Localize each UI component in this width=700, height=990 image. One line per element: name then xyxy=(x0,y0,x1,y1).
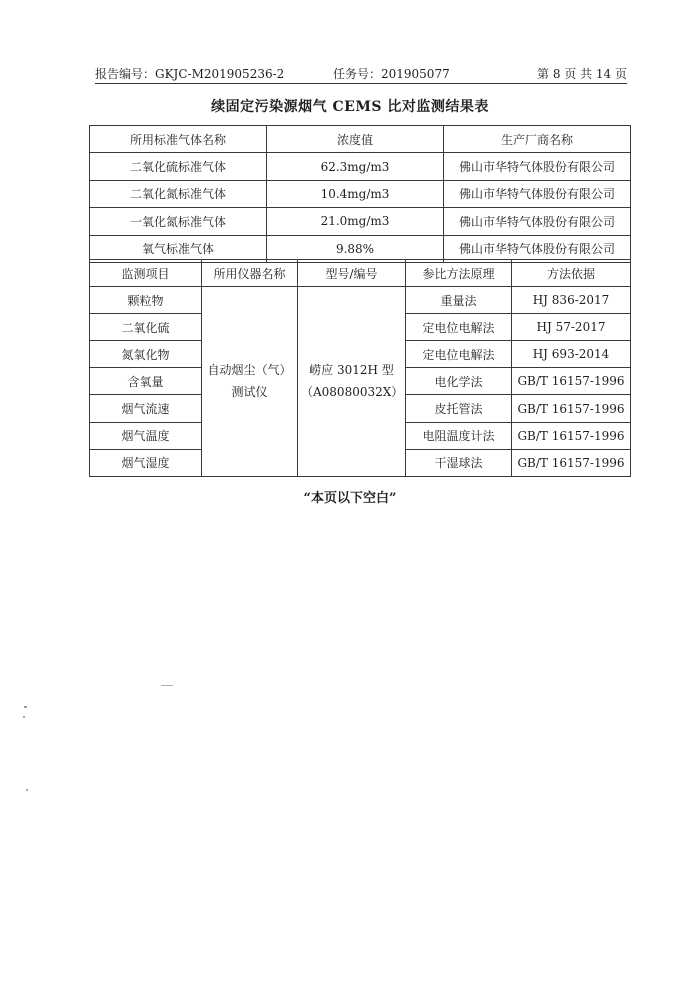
column-header: 浓度值 xyxy=(267,126,444,153)
monitoring-item-cell: 二氧化硫 xyxy=(90,314,202,341)
page-header xyxy=(95,63,627,84)
method-basis-cell: GB/T 16157-1996 xyxy=(512,395,631,422)
monitoring-item-cell: 颗粒物 xyxy=(90,287,202,314)
reference-method-cell: 电阻温度计法 xyxy=(406,422,512,449)
reference-method-cell: 重量法 xyxy=(406,287,512,314)
column-header: 监测项目 xyxy=(90,260,202,287)
monitoring-item-cell: 氮氧化物 xyxy=(90,341,202,368)
column-header: 方法依据 xyxy=(512,260,631,287)
gas-name-cell: 一氧化氮标准气体 xyxy=(90,208,267,235)
concentration-cell: 62.3mg/m3 xyxy=(267,153,444,180)
column-header: 参比方法原理 xyxy=(406,260,512,287)
column-header: 型号/编号 xyxy=(298,260,406,287)
column-header: 所用仪器名称 xyxy=(202,260,298,287)
document-title: 续固定污染源烟气 CEMS 比对监测结果表 xyxy=(211,99,489,115)
page-indicator: 第 8 页 共 14 页 xyxy=(537,67,627,81)
table-row xyxy=(90,153,631,180)
report-number: 报告编号：GKJC-M201905236-2 xyxy=(95,67,285,81)
scan-speck xyxy=(23,716,25,718)
concentration-cell: 9.88% xyxy=(267,235,444,262)
table-row xyxy=(90,208,631,235)
table-header-row xyxy=(90,260,631,287)
gas-name-cell: 二氧化氮标准气体 xyxy=(90,180,267,207)
table-row xyxy=(90,287,631,314)
column-header: 所用标准气体名称 xyxy=(90,126,267,153)
monitoring-item-cell: 含氧量 xyxy=(90,368,202,395)
gas-name-cell: 氧气标准气体 xyxy=(90,235,267,262)
monitoring-item-cell: 烟气流速 xyxy=(90,395,202,422)
concentration-cell: 10.4mg/m3 xyxy=(267,180,444,207)
task-number: 任务号：201905077 xyxy=(333,67,450,81)
method-basis-cell: HJ 693-2014 xyxy=(512,341,631,368)
table-row xyxy=(90,180,631,207)
monitoring-item-cell: 烟气湿度 xyxy=(90,449,202,476)
monitoring-item-cell: 烟气温度 xyxy=(90,422,202,449)
manufacturer-cell: 佛山市华特气体股份有限公司 xyxy=(444,180,631,207)
scan-speck xyxy=(161,685,173,686)
standard-gas-table xyxy=(89,125,631,263)
concentration-cell: 21.0mg/m3 xyxy=(267,208,444,235)
blank-below-note: “本页以下空白” xyxy=(303,491,397,506)
method-basis-cell: HJ 836-2017 xyxy=(512,287,631,314)
reference-method-cell: 干湿球法 xyxy=(406,449,512,476)
manufacturer-cell: 佛山市华特气体股份有限公司 xyxy=(444,235,631,262)
reference-method-cell: 皮托管法 xyxy=(406,395,512,422)
scan-speck xyxy=(24,706,27,708)
monitoring-method-table xyxy=(89,259,631,477)
method-basis-cell: HJ 57-2017 xyxy=(512,314,631,341)
method-basis-cell: GB/T 16157-1996 xyxy=(512,449,631,476)
manufacturer-cell: 佛山市华特气体股份有限公司 xyxy=(444,153,631,180)
reference-method-cell: 定电位电解法 xyxy=(406,314,512,341)
method-basis-cell: GB/T 16157-1996 xyxy=(512,368,631,395)
scan-speck xyxy=(26,789,28,791)
method-basis-cell: GB/T 16157-1996 xyxy=(512,422,631,449)
table-header-row xyxy=(90,126,631,153)
manufacturer-cell: 佛山市华特气体股份有限公司 xyxy=(444,208,631,235)
gas-name-cell: 二氧化硫标准气体 xyxy=(90,153,267,180)
instrument-name-cell: 自动烟尘（气）测试仪 xyxy=(202,287,298,477)
column-header: 生产厂商名称 xyxy=(444,126,631,153)
model-number-cell: 崂应 3012H 型（A08080032X） xyxy=(298,287,406,477)
reference-method-cell: 电化学法 xyxy=(406,368,512,395)
reference-method-cell: 定电位电解法 xyxy=(406,341,512,368)
